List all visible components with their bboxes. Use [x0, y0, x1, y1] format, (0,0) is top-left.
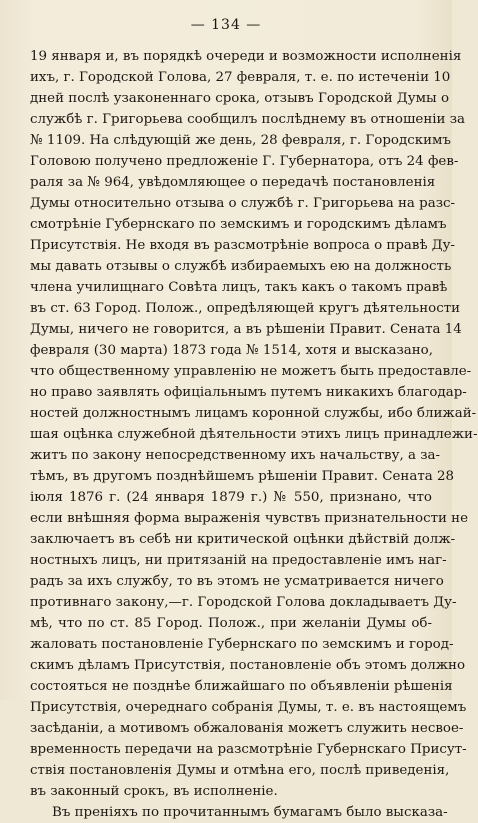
text-line: № 1109. На слѣдующій же день, 28 февраля, г. Городскимъ: [30, 133, 451, 148]
text-line: ностныхъ лицъ, ни притязаній на предоставленіе имъ наг-: [30, 553, 447, 568]
text-line: Думы, ничего не говорится, а въ рѣшеніи Правит. Сената 14: [30, 322, 462, 337]
text-line: Думы относительно отзыва о службѣ г. Григорьева на разс-: [30, 196, 456, 211]
text-line: если внѣшняя форма выраженія чувствъ признательности не: [30, 511, 469, 526]
text-line: февраля (30 марта) 1873 года № 1514, хотя и высказано,: [30, 343, 433, 358]
body-text: [30, 46, 478, 823]
text-line: засѣданіи, а мотивомъ обжалованія можетъ служить несвое-: [30, 721, 464, 736]
text-line: заключаетъ въ себѣ ни критической оцѣнки дѣйствій долж-: [30, 532, 456, 547]
text-line: мѣ, что по ст. 85 Город. Полож., при желаніи Думы об-: [30, 616, 432, 631]
text-line: Присутствія. Не входя въ разсмотрѣніе вопроса о правѣ Ду-: [30, 238, 456, 253]
text-line: Въ преніяхъ по прочитаннымъ бумагамъ было высказа-: [52, 805, 448, 820]
text-line: мы давать отзывы о службѣ избираемыхъ ею на должность: [30, 259, 452, 274]
text-line: жаловать постановленіе Губернскаго по земскимъ и город-: [30, 637, 454, 652]
text-line: противнаго закону,—г. Городской Голова докладываетъ Ду-: [30, 595, 457, 610]
text-line: ихъ, г. Городской Голова, 27 февраля, т. е. по истеченіи 10: [30, 70, 451, 85]
text-line: въ ст. 63 Город. Полож., опредѣляющей кругъ дѣятельности: [30, 301, 461, 316]
text-line: шая оцѣнка служебной дѣятельности этихъ лицъ принадлежи-: [30, 427, 478, 442]
text-line: Присутствія, очереднаго собранія Думы, т. е. въ настоящемъ: [30, 700, 467, 715]
text-line: скимъ дѣламъ Присутствія, постановленіе объ этомъ должно: [30, 658, 466, 673]
text-line: іюля 1876 г. (24 января 1879 г.) № 550, признано, что: [30, 490, 432, 505]
text-line: тѣмъ, въ другомъ позднѣйшемъ рѣшеніи Правит. Сената 28: [30, 469, 455, 484]
text-line: раля за № 964, увѣдомляющее о передачѣ постановленія: [30, 175, 436, 190]
text-line: ствія постановленія Думы и отмѣна его, послѣ приведенія,: [30, 763, 450, 778]
page-number-header: — 134 —: [190, 17, 262, 33]
text-line: 19 января и, въ порядкѣ очереди и возможности исполненія: [30, 49, 462, 64]
text-line: службѣ г. Григорьева сообщилъ послѣднему въ отношеніи за: [30, 112, 466, 127]
text-line: въ законный срокъ, въ исполненіе.: [30, 784, 278, 799]
text-line: ностей должностнымъ лицамъ коронной службы, ибо ближай-: [30, 406, 477, 421]
text-line: Головою получено предложеніе Г. Губернатора, отъ 24 фев-: [30, 154, 459, 169]
text-line: что общественному управленію не можетъ быть предоставле-: [30, 364, 472, 379]
text-line: состояться не позднѣе ближайшаго по объявленіи рѣшенія: [30, 679, 453, 694]
text-line: житъ по закону непосредственному ихъ начальству, а за-: [30, 448, 441, 463]
text-line: но право заявлять офиціальнымъ путемъ никакихъ благодар-: [30, 385, 467, 400]
text-line: члена училищнаго Совѣта лицъ, такъ какъ о такомъ правѣ: [30, 280, 448, 295]
text-line: смотрѣніе Губернскаго по земскимъ и городскимъ дѣламъ: [30, 217, 447, 232]
text-line: радъ за ихъ службу, то въ этомъ не усматривается ничего: [30, 574, 444, 589]
text-line: дней послѣ узаконеннаго срока, отзывъ Городской Думы о: [30, 91, 450, 106]
text-line: временность передачи на разсмотрѣніе Губернскаго Присут-: [30, 742, 467, 757]
